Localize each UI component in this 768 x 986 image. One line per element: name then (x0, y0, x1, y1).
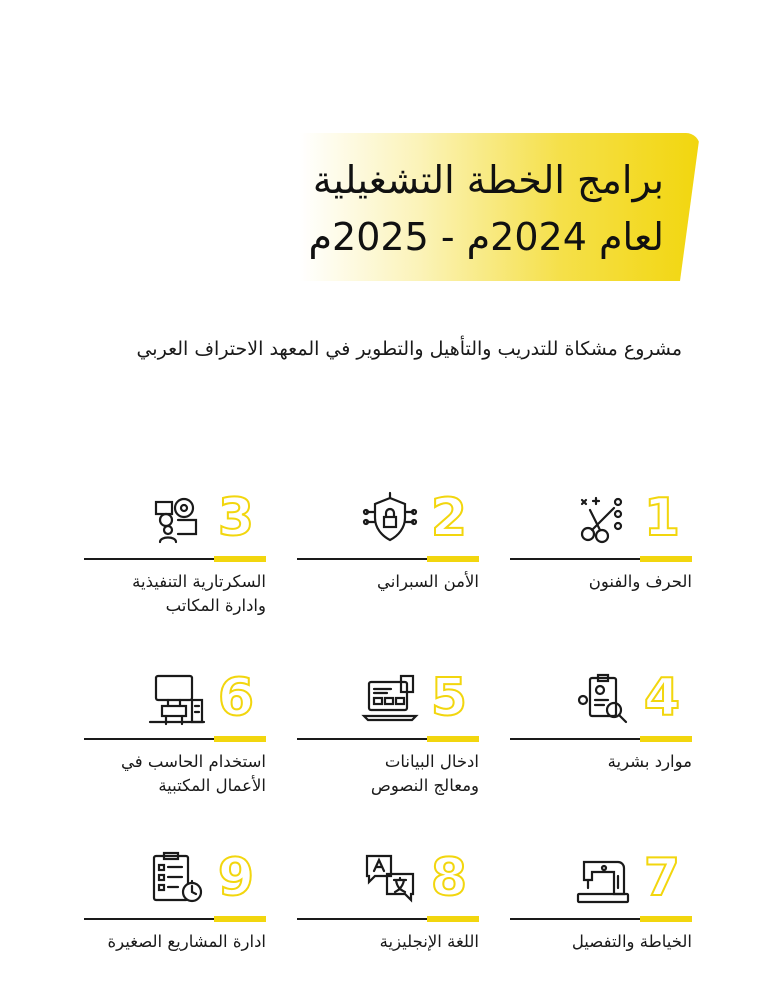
program-label: ادخال البيانات ومعالج النصوص (370, 752, 479, 795)
program-number: 4 (643, 668, 681, 728)
language-translate-icon (361, 850, 419, 908)
divider (84, 558, 266, 560)
program-number: 1 (643, 488, 681, 548)
program-label: اللغة الإنجليزية (379, 932, 479, 951)
program-number: 7 (643, 848, 681, 908)
program-number: 6 (217, 668, 255, 728)
program-number: 9 (217, 848, 255, 908)
program-label: ادارة المشاريع الصغيرة (107, 932, 266, 951)
cyber-shield-lock-icon (361, 490, 419, 548)
project-checklist-stopwatch-icon (148, 850, 206, 908)
title-line-1: برامج الخطة التشغيلية (312, 158, 664, 202)
divider (84, 918, 266, 920)
program-number: 5 (430, 668, 468, 728)
laptop-data-entry-icon (361, 670, 419, 728)
office-gears-person-icon (148, 490, 206, 548)
program-number: 3 (217, 488, 255, 548)
sewing-machine-icon (574, 850, 632, 908)
program-number: 2 (430, 488, 468, 548)
program-label: الأمن السبراني (377, 572, 479, 591)
crafts-scissors-icon (574, 490, 632, 548)
divider (510, 918, 692, 920)
page-subtitle: مشروع مشكاة للتدريب والتأهيل والتطوير في المعهد الاحتراف العربي (136, 338, 682, 360)
divider (84, 738, 266, 740)
program-number: 8 (430, 848, 468, 908)
divider (297, 558, 479, 560)
page-title (204, 152, 664, 266)
divider (297, 918, 479, 920)
program-label: استخدام الحاسب في الأعمال المكتبية (121, 752, 266, 795)
hr-clipboard-search-icon (574, 670, 632, 728)
divider (510, 738, 692, 740)
title-line-2: لعام 2024م - 2025م (308, 215, 664, 259)
program-label: الحرف والفنون (588, 572, 692, 591)
divider (297, 738, 479, 740)
program-label: السكرتارية التنفيذية وادارة المكاتب (132, 572, 266, 615)
program-label: الخياطة والتفصيل (571, 932, 692, 951)
desk-computer-icon (148, 670, 206, 728)
program-label: موارد بشرية (607, 752, 692, 771)
divider (510, 558, 692, 560)
